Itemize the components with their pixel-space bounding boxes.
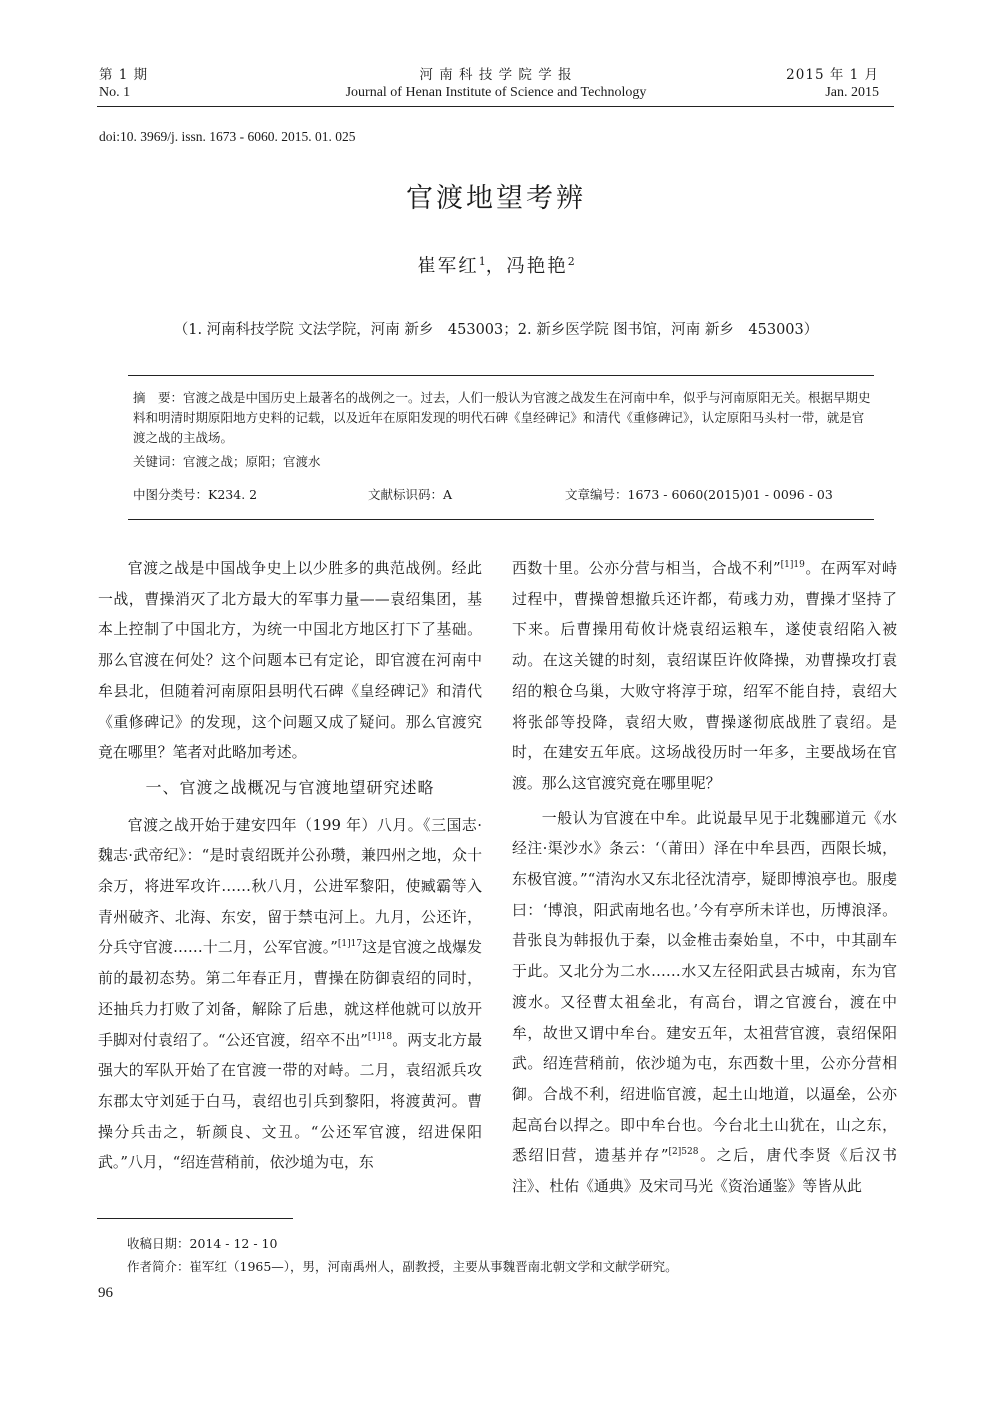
header-issue-en: No. 1 (99, 85, 131, 100)
header-journal-en: Journal of Henan Institute of Science and Technology (345, 85, 647, 100)
header-journal-cn: 河 南 科 技 学 院 学 报 (419, 67, 573, 83)
body-column-left (98, 553, 482, 1178)
citation[interactable]: [1]17 (337, 939, 363, 950)
citation[interactable]: [2]528 (668, 1147, 699, 1158)
clc-number: 中图分类号：K234. 2 (133, 487, 258, 502)
paragraph: 官渡之战是中国战争史上以少胜多的典范战例。经此一战，曹操消灭了北方最大的军事力量——袁绍集团，基本上控制了中国北方，为统一中国北方地区打下了基础。那么官渡在何处？这个问题本已有定论，即官渡在河南中牟县北，但随着河南原阳县明代石碑《皇经碑记》和清代《重修碑记》的发现，这个问题又成了疑问。那么官渡究竟在哪里？笔者对此略加考述。 (98, 559, 482, 762)
citation[interactable]: [1]18 (367, 1031, 393, 1042)
affiliations: （1. 河南科技学院 文法学院，河南 新乡 453003；2. 新乡医学院 图书馆，河南 新乡 453003） (173, 322, 819, 338)
footnote-author-bio: 作者简介：崔军红（1965—），男，河南禹州人，副教授，主要从事魏晋南北朝文学和文献学研究。 (127, 1259, 678, 1274)
author-affiliation-mark: 2 (567, 254, 575, 268)
keywords: 关键词：官渡之战；原阳；官渡水 (133, 454, 321, 469)
paragraph (512, 553, 897, 799)
paragraph-text: 西数十里。公亦分营与相当，合战不利” (512, 559, 781, 577)
doi[interactable]: doi:10. 3969/j. issn. 1673 - 6060. 2015. 01. 025 (99, 129, 356, 144)
header-date-en: Jan. 2015 (825, 85, 879, 100)
paragraph-text: 一般认为官渡在中牟。此说最早见于北魏郦道元《水经注·渠沙水》条云：‘（莆田）泽在中牟县西，西限长城，东极官渡。”“清沟水又东北径沈清亭，疑即博浪亭也。服虔曰：‘博浪，阳武南地名也。’今有亭所未详也，历博浪泽。昔张良为韩报仇于秦，以金椎击秦始皇，不中，中其副车于此。又北分为二水……水又左径阳武县古城南，东为官渡水。又径曹太祖垒北，有高台，谓之官渡台，渡在中牟，故世又谓中牟台。建安五年，太祖营官渡，袁绍保阳武。绍连营稍前，依沙塠为屯，东西数十里，公亦分营相御。合战不利，绍进临官渡，起土山地道，以逼垒，公亦起高台以捍之。即中牟台也。今台北土山犹在，山之东，悉绍旧营，遗基并存” (512, 808, 897, 1165)
author-list (0, 252, 992, 278)
header-rule (97, 106, 894, 107)
classification-row (133, 485, 873, 505)
author-name: 崔军红 (417, 256, 479, 277)
citation[interactable]: [1]19 (780, 560, 805, 571)
page-number: 96 (98, 1285, 113, 1301)
section-heading: 一、官渡之战概况与官渡地望研究述略 (145, 777, 435, 797)
body-column-right (512, 553, 897, 1202)
paragraph (98, 810, 482, 1178)
author-name: 冯艳艳 (506, 256, 568, 277)
paragraph-text: 。在两军对峙过程中，曹操曾想撤兵还许都，荀彧力劝，曹操才坚持了下来。后曹操用荀攸计烧袁绍运粮车，遂使袁绍陷入被动。在这关键的时刻，袁绍谋臣许攸降操，劝曹操攻打袁绍的粮仓乌巢，大败守将淳于琼，绍军不能自持，袁绍大将张郃等投降，袁绍大败，曹操遂彻底战胜了袁绍。是时，在建安五年底。这场战役历时一年多，主要战场在官渡。那么这官渡究竟在哪里呢？ (512, 559, 897, 792)
header-issue (99, 66, 148, 102)
abstract-text: 摘 要：官渡之战是中国历史上最著名的战例之一。过去，人们一般认为官渡之战发生在河南中牟，似乎与河南原阳无关。根据早期史料和明清时期原阳地方史料的记载，以及近年在原阳发现的明代石碑《皇经碑记》和清代《重修碑记》，认定原阳马头村一带，就是官渡之战的主战场。 (133, 390, 871, 445)
abstract (133, 388, 873, 448)
footnote-rule (97, 1218, 293, 1219)
abstract-top-rule (128, 375, 874, 376)
article-number: 文章编号：1673 - 6060(2015)01 - 0096 - 03 (565, 487, 833, 502)
document-code: 文献标识码：A (368, 487, 453, 502)
author-separator: ， (485, 256, 507, 277)
header-journal (260, 66, 732, 102)
article-title: 官渡地望考辨 (406, 183, 586, 214)
paragraph-text: 官渡之战开始于建安四年（199 年）八月。《三国志·魏志·武帝纪》：“是时袁绍既并公孙瓒，兼四州之地，众十余万，将进军攻许……秋八月，公进军黎阳，使臧霸等入青州破齐、北海、东安，留于禁屯河上。九月，公还许，分兵守官渡……十二月，公军官渡。” (98, 815, 482, 957)
author-affiliation-mark: 1 (478, 254, 486, 268)
paragraph-text: 这是官渡之战爆发前的最初态势。第二年春正月，曹操在防御袁绍的同时，还抽兵力打败了刘备，解除了后患，就这样他就可以放开手脚对付袁绍了。“公还官渡，绍卒不出” (98, 938, 482, 1049)
header-date (786, 66, 879, 102)
header-issue-cn: 第 1 期 (99, 67, 149, 83)
paragraph-text: 。之后，唐代李贤《后汉书注》、杜佑《通典》及宋司马光《资治通鉴》等皆从此 (512, 1146, 897, 1196)
paragraph-text: 。两支北方最强大的军队开始了在官渡一带的对峙。二月，袁绍派兵攻东郡太守刘延于白马，袁绍也引兵到黎阳，将渡黄河。曹操分兵击之，斩颜良、文丑。“公还军官渡，绍进保阳武。”八月，“绍连营稍前，依沙塠为屯，东 (98, 1030, 482, 1172)
paragraph (512, 803, 897, 1202)
abstract-bottom-rule (128, 519, 874, 520)
header-date-cn: 2015 年 1 月 (786, 67, 879, 83)
footnote-received-date: 收稿日期：2014 - 12 - 10 (127, 1236, 278, 1251)
